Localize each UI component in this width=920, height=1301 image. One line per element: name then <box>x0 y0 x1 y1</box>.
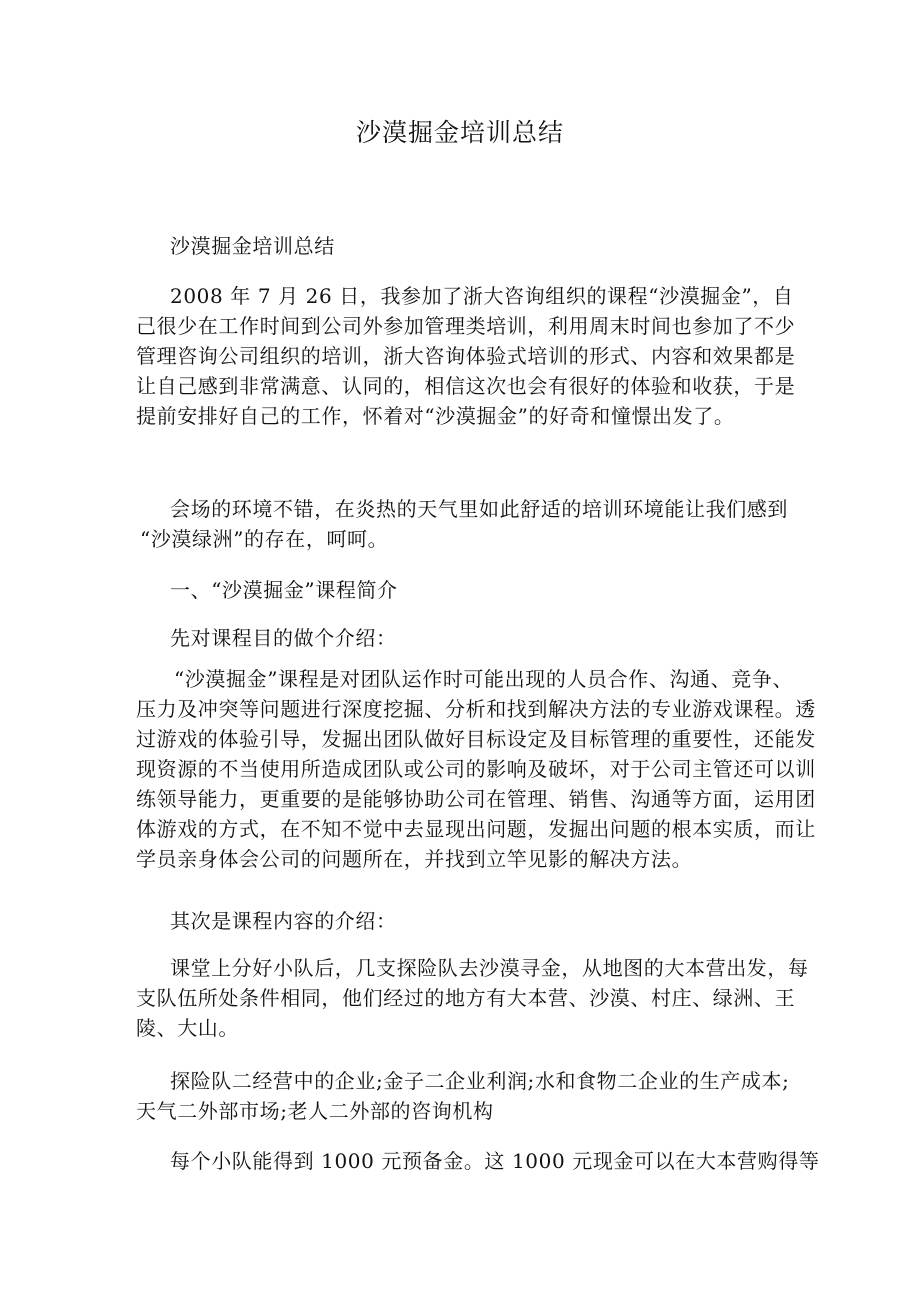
purpose-line: “沙漠掘金”课程是对团队运作时可能出现的人员合作、沟通、竞争、 <box>174 667 794 691</box>
content-paragraph <box>136 953 816 1043</box>
purpose-heading-paragraph <box>136 623 816 653</box>
subtitle-line: 沙漠掘金培训总结 <box>170 234 335 258</box>
intro-line: 提前安排好自己的工作，怀着对“沙漠掘金”的好奇和憧憬出发了。 <box>136 404 735 428</box>
venue-line: 会场的环境不错，在炎热的天气里如此舒适的培训环境能让我们感到 <box>170 497 788 521</box>
content-line: 支队伍所处条件相同，他们经过的地方有大本营、沙漠、村庄、绿洲、王 <box>136 986 796 1010</box>
content-line: 课堂上分好小队后，几支探险队去沙漠寻金，从地图的大本营出发，每 <box>170 956 809 980</box>
roles-line: 探险队二经营中的企业;金子二企业利润;水和食物二企业的生产成本; <box>170 1069 790 1093</box>
venue-line: “沙漠绿洲”的存在，呵呵。 <box>140 527 389 551</box>
purpose-line: 现资源的不当使用所造成团队或公司的影响及破坏，对于公司主管还可以训 <box>136 757 816 781</box>
funds-paragraph <box>136 1146 820 1176</box>
section-heading <box>136 575 816 605</box>
purpose-heading: 先对课程目的做个介绍： <box>170 626 397 650</box>
content-heading: 其次是课程内容的介绍： <box>170 909 397 933</box>
roles-paragraph <box>136 1066 816 1126</box>
content-heading-paragraph <box>136 906 816 936</box>
purpose-paragraph <box>136 664 816 874</box>
roles-line: 天气二外部市场;老人二外部的咨询机构 <box>136 1099 494 1123</box>
section1-heading: 一、“沙漠掘金”课程简介 <box>170 578 398 602</box>
purpose-line: 练领导能力，更重要的是能够协助公司在管理、销售、沟通等方面，运用团 <box>136 787 816 811</box>
purpose-line: 学员亲身体会公司的问题所在，并找到立竿见影的解决方法。 <box>136 847 693 871</box>
intro-line: 己很少在工作时间到公司外参加管理类培训，利用周末时间也参加了不少 <box>136 314 796 338</box>
content-line: 陵、大山。 <box>136 1016 239 1040</box>
document-title: 沙漠掘金培训总结 <box>355 118 564 147</box>
venue-paragraph <box>136 494 816 554</box>
intro-line: 管理咨询公司组织的培训，浙大咨询体验式培训的形式、内容和效果都是 <box>136 344 796 368</box>
subtitle-paragraph <box>136 231 816 261</box>
intro-paragraph <box>136 281 816 431</box>
purpose-line: 压力及冲突等问题进行深度挖掘、分析和找到解决方法的专业游戏课程。透 <box>136 697 816 721</box>
purpose-line: 过游戏的体验引导，发掘出团队做好目标设定及目标管理的重要性，还能发 <box>136 727 816 751</box>
purpose-line: 体游戏的方式，在不知不觉中去显现出问题，发掘出问题的根本实质，而让 <box>136 817 816 841</box>
intro-line: 2008 年 7 月 26 日，我参加了浙大咨询组织的课程“沙漠掘金”，自 <box>170 284 794 308</box>
intro-line: 让自己感到非常满意、认同的，相信这次也会有很好的体验和收获，于是 <box>136 374 796 398</box>
funds-line: 每个小队能得到 1000 元预备金。这 1000 元现金可以在大本营购得等 <box>170 1149 820 1173</box>
